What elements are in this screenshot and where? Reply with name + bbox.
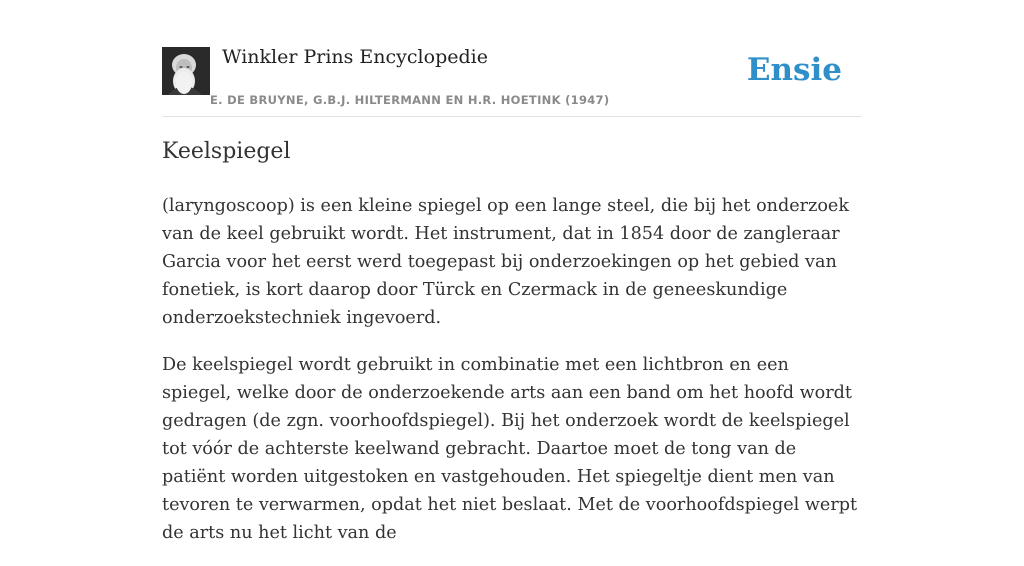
ensie-logo-link[interactable]: Ensie (746, 52, 842, 88)
entry-paragraph: (laryngoscoop) is een kleine spiegel op een lange steel, die bij het onderzoek van de keel gebruikt wordt. Het instrument, dat in 1854 door de zangleraar Garcia voor het eerst werd toegepast bij onderzoekingen op het gebied van fonetiek, is kort daarop door Türck en Czermack in de geneeskundige onderzoekstechniek ingevoerd. (162, 196, 850, 328)
entry-content (162, 192, 862, 566)
entry-title: Keelspiegel (162, 139, 291, 164)
source-authors: E. DE BRUYNE, G.B.J. HILTERMANN EN H.R. HOETINK (1947) (210, 93, 610, 107)
author-portrait-icon (162, 47, 210, 95)
source-title[interactable]: Winkler Prins Encyclopedie (222, 46, 488, 68)
author-avatar[interactable] (162, 47, 210, 95)
entry-paragraph: De keelspiegel wordt gebruikt in combinatie met een lichtbron en een spiegel, welke door de onderzoekende arts aan een band om het hoofd wordt gedragen (de zgn. voorhoofdspiegel). Bij het onderzoek wordt de keelspiegel tot vóór de achterste keelwand gebracht. Daartoe moet de tong van de patiënt worden uitgestoken en vastgehouden. Het spiegeltje dient men van tevoren te verwarmen, opdat het niet beslaat. Met de voorhoofdspiegel werpt de arts nu het licht van de (162, 355, 858, 543)
source-header (162, 46, 862, 117)
